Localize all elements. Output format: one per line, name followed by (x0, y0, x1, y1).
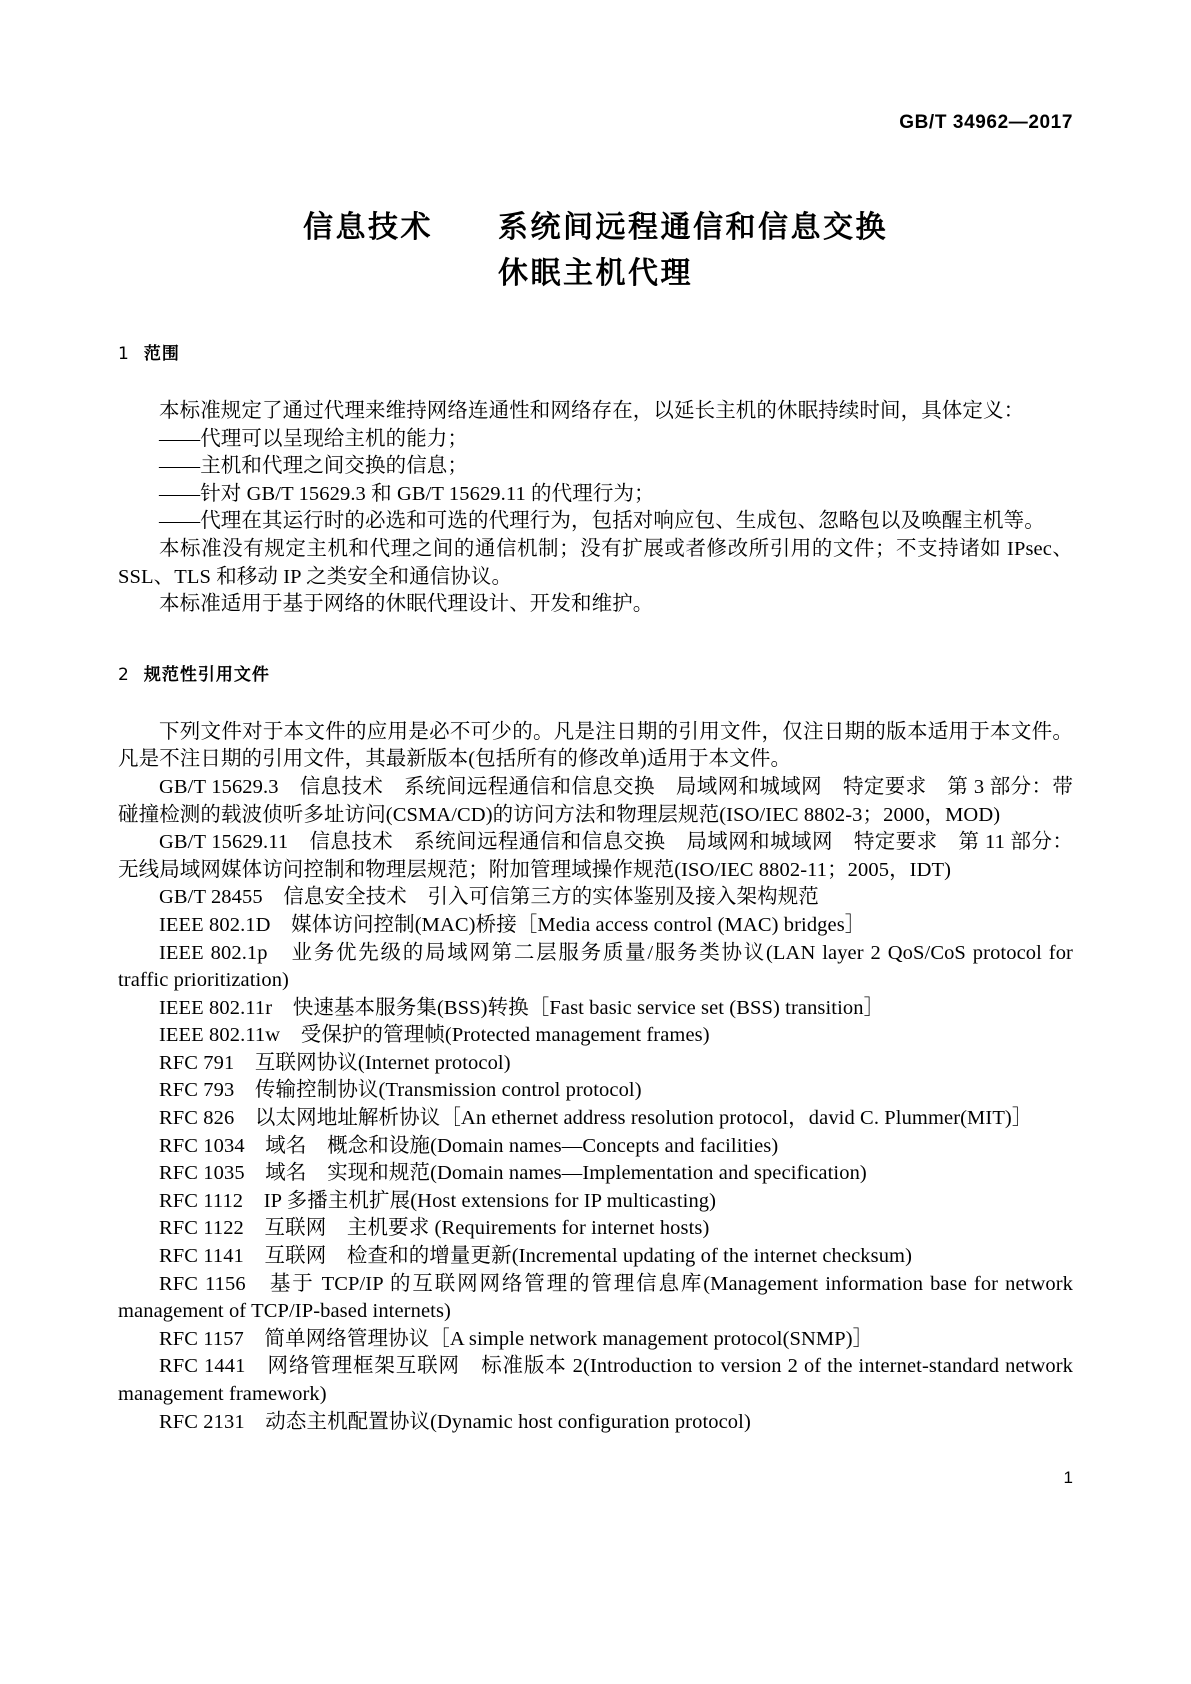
reference-item: GB/T 15629.11 信息技术 系统间远程通信和信息交换 局域网和城域网 特定要求 第 11 部分：无线局域网媒体访问控制和物理层规范；附加管理域操作规范(ISO/IEC 8802-11；2005，IDT) (118, 831, 1073, 881)
section-heading-1 (118, 340, 1073, 368)
reference-item: RFC 1141 互联网 检查和的增量更新(Incremental updating of the internet checksum) (159, 1245, 913, 1268)
reference-item: IEEE 802.11r 快速基本服务集(BSS)转换［Fast basic service set (BSS) transition］ (159, 996, 885, 1019)
reference-item: IEEE 802.11w 受保护的管理帧(Protected management frames) (159, 1024, 710, 1047)
spacer (118, 619, 1073, 661)
page-number: 1 (1063, 1468, 1073, 1487)
paragraph: 本标准适用于基于网络的休眠代理设计、开发和维护。 (159, 593, 654, 616)
spacer (118, 689, 1073, 719)
reference-item: RFC 1441 网络管理框架互联网 标准版本 2(Introduction to version 2 of the internet-standard network management framework) (118, 1355, 1073, 1405)
reference-item: RFC 1157 简单网络管理协议［A simple network management protocol(SNMP)］ (159, 1327, 874, 1350)
section-heading-2 (118, 661, 1073, 689)
list-item: ——针对 GB/T 15629.3 和 GB/T 15629.11 的代理行为； (159, 482, 655, 505)
reference-item: IEEE 802.1p 业务优先级的局域网第二层服务质量/服务类协议(LAN layer 2 QoS/CoS protocol for traffic prioritization) (118, 941, 1073, 992)
running-header-standard-number: GB/T 34962—2017 (899, 112, 1073, 133)
reference-item: RFC 1156 基于 TCP/IP 的互联网网络管理的管理信息库(Management information base for network management of TCP/IP-based internets) (118, 1272, 1073, 1323)
list-item: ——主机和代理之间交换的信息； (159, 455, 468, 478)
section-number-1: 1 (118, 344, 130, 364)
document-body (118, 340, 1073, 1436)
reference-item: RFC 1112 IP 多播主机扩展(Host extensions for IP multicasting) (159, 1189, 717, 1212)
reference-item: RFC 826 以太网地址解析协议［An ethernet address resolution protocol，david C. Plummer(MIT)］ (159, 1107, 1033, 1130)
document-title-block (118, 205, 1073, 297)
spacer (118, 368, 1073, 398)
reference-item: RFC 1035 域名 实现和规范(Domain names—Implementation and specification) (159, 1162, 867, 1185)
section-title-1: 范围 (143, 344, 180, 364)
paragraph: 本标准没有规定主机和代理之间的通信机制；没有扩展或者修改所引用的文件；不支持诸如 IPsec、SSL、TLS 和移动 IP 之类安全和通信协议。 (118, 537, 1073, 588)
section-title-2: 规范性引用文件 (143, 664, 270, 685)
list-item: ——代理可以呈现给主机的能力； (159, 427, 468, 450)
reference-item: RFC 2131 动态主机配置协议(Dynamic host configuration protocol) (159, 1410, 751, 1433)
reference-item: GB/T 28455 信息安全技术 引入可信第三方的实体鉴别及接入架构规范 (159, 886, 819, 909)
reference-item: RFC 1122 互联网 主机要求 (Requirements for internet hosts) (159, 1217, 710, 1240)
list-item: ——代理在其运行时的必选和可选的代理行为，包括对响应包、生成包、忽略包以及唤醒主机等。 (159, 510, 1045, 533)
reference-item: RFC 1034 域名 概念和设施(Domain names—Concepts and facilities) (159, 1134, 779, 1157)
paragraph: 本标准规定了通过代理来维持网络连通性和网络存在，以延长主机的休眠持续时间，具体定义： (159, 400, 1025, 422)
reference-item: IEEE 802.1D 媒体访问控制(MAC)桥接［Media access control (MAC) bridges］ (159, 913, 866, 936)
reference-item: RFC 791 互联网协议(Internet protocol) (159, 1051, 511, 1074)
document-title-line-2: 休眠主机代理 (498, 256, 693, 291)
document-title-line-1: 信息技术 系统间远程通信和信息交换 (303, 210, 888, 245)
paragraph: 下列文件对于本文件的应用是必不可少的。凡是注日期的引用文件，仅注日期的版本适用于本文件。凡是不注日期的引用文件，其最新版本(包括所有的修改单)适用于本文件。 (118, 720, 1073, 771)
reference-item: GB/T 15629.3 信息技术 系统间远程通信和信息交换 局域网和城域网 特定要求 第 3 部分：带碰撞检测的载波侦听多址访问(CSMA/CD)的访问方法和物理层规范(ISO/IEC 8802-3；2000，MOD) (118, 775, 1073, 826)
section-number-2: 2 (118, 664, 130, 685)
reference-item: RFC 793 传输控制协议(Transmission control protocol) (159, 1079, 642, 1102)
